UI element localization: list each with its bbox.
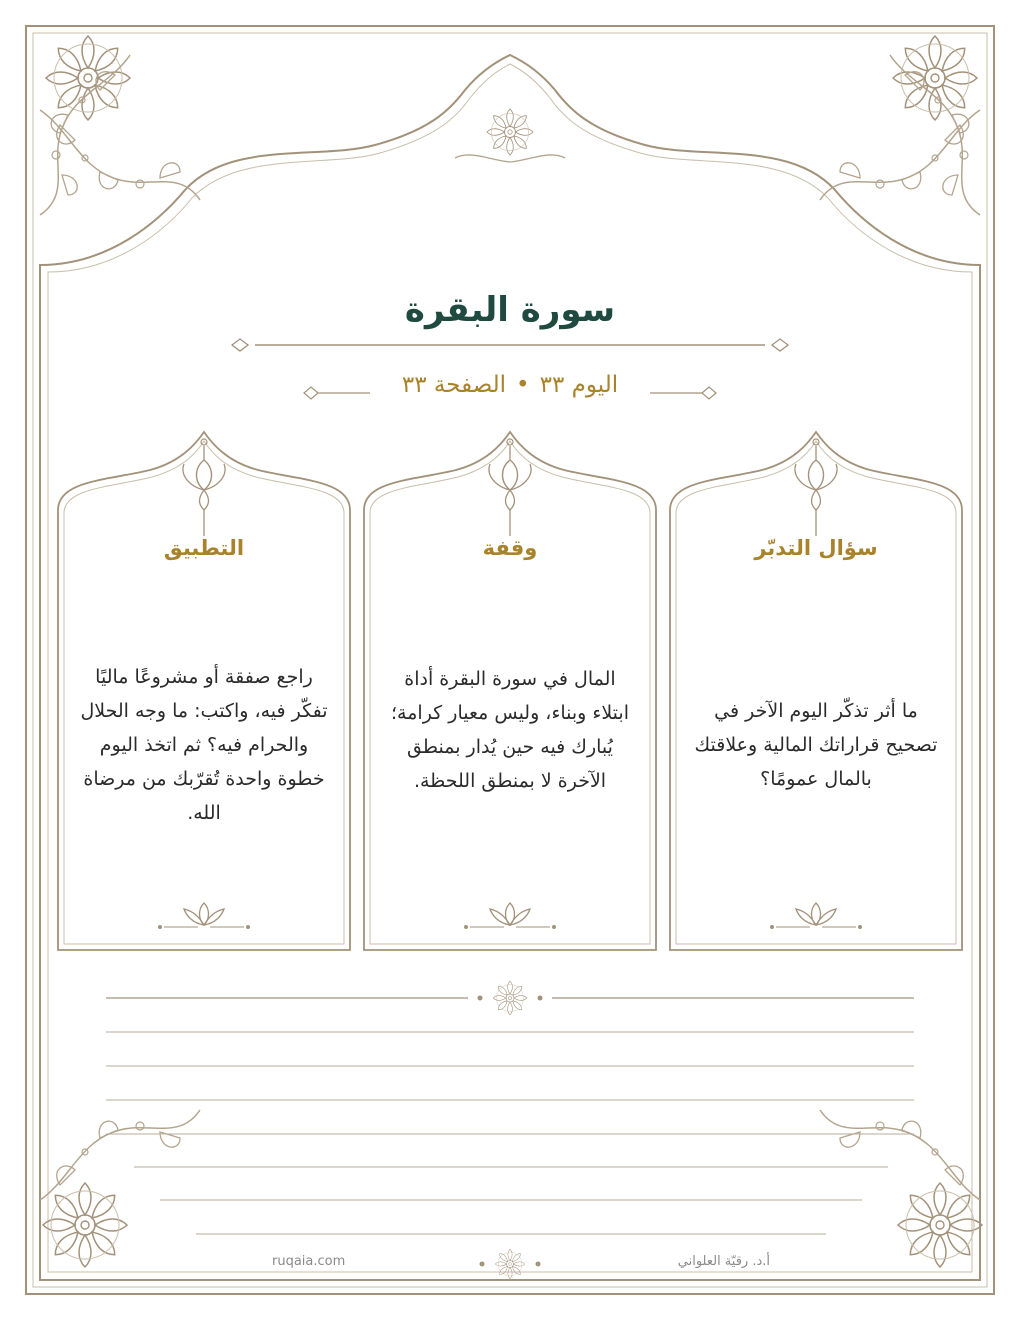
page-label: الصفحة ٣٣ <box>401 372 507 398</box>
footer-website: ruqaia.com <box>272 1254 346 1269</box>
page-title: سورة البقرة <box>404 290 616 330</box>
writing-lines <box>106 1032 914 1234</box>
card-title-reflection-question: سؤال التدبّر <box>754 536 878 560</box>
card-text-application: راجع صفقة أو مشروعًا ماليًا تفكّر فيه، واكتب: ما وجه الحلال والحرام فيه؟ ثم اتخذ اليوم خطوة واحدة تُقرّبك من مرضاة الله. <box>80 666 328 824</box>
footer-author: أ.د. رقيّة العلواني <box>677 1254 770 1269</box>
card-text-pause: المال في سورة البقرة أداة ابتلاء وبناء، وليس معيار كرامة؛ يُبارك فيه حين يُدار بمنطق الآخرة لا بمنطق اللحظة. <box>391 668 629 792</box>
day-label: اليوم ٣٣ <box>539 372 619 398</box>
card-text-reflection-question: ما أثر تذكّر اليوم الآخر في تصحيح قراراتك المالية وعلاقتك بالمال عمومًا؟ <box>694 700 938 790</box>
separator-dot: • <box>516 372 530 398</box>
card-title-application: التطبيق <box>163 536 245 560</box>
card-title-pause: وقفة <box>482 536 538 560</box>
day-page-indicator <box>350 372 670 398</box>
